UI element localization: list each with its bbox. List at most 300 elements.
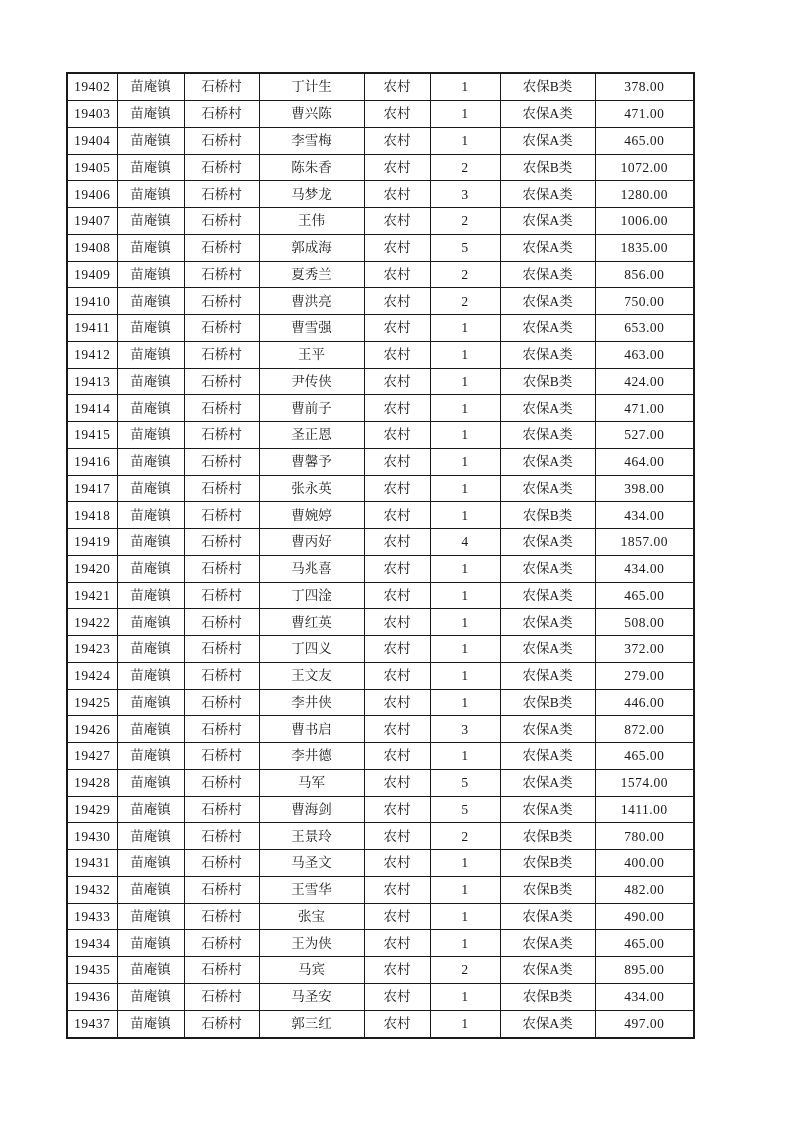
cell-record-id: 19421 — [67, 582, 117, 609]
cell-record-id: 19418 — [67, 502, 117, 529]
cell-record-id: 19414 — [67, 395, 117, 422]
cell-person-count: 2 — [430, 154, 500, 181]
cell-record-id: 19415 — [67, 422, 117, 449]
cell-amount: 1411.00 — [595, 796, 694, 823]
cell-village: 石桥村 — [184, 448, 259, 475]
cell-town: 苗庵镇 — [117, 261, 184, 288]
cell-amount: 1835.00 — [595, 234, 694, 261]
cell-insurance-category: 农保A类 — [500, 609, 595, 636]
cell-person-name: 曹婉婷 — [259, 502, 364, 529]
cell-area-type: 农村 — [364, 127, 430, 154]
cell-amount: 508.00 — [595, 609, 694, 636]
cell-town: 苗庵镇 — [117, 101, 184, 128]
cell-record-id: 19419 — [67, 529, 117, 556]
cell-amount: 446.00 — [595, 689, 694, 716]
table-row — [67, 234, 694, 261]
cell-record-id: 19434 — [67, 930, 117, 957]
cell-insurance-category: 农保B类 — [500, 876, 595, 903]
cell-amount: 527.00 — [595, 422, 694, 449]
cell-insurance-category: 农保A类 — [500, 341, 595, 368]
cell-person-count: 1 — [430, 127, 500, 154]
table-row — [67, 662, 694, 689]
table-row — [67, 208, 694, 235]
cell-amount: 471.00 — [595, 395, 694, 422]
cell-village: 石桥村 — [184, 957, 259, 984]
cell-amount: 434.00 — [595, 983, 694, 1010]
cell-area-type: 农村 — [364, 582, 430, 609]
cell-town: 苗庵镇 — [117, 903, 184, 930]
cell-village: 石桥村 — [184, 341, 259, 368]
cell-person-count: 1 — [430, 609, 500, 636]
table-row — [67, 636, 694, 663]
table-row — [67, 341, 694, 368]
cell-person-count: 1 — [430, 101, 500, 128]
cell-person-name: 丁四义 — [259, 636, 364, 663]
cell-insurance-category: 农保B类 — [500, 689, 595, 716]
cell-record-id: 19424 — [67, 662, 117, 689]
cell-area-type: 农村 — [364, 930, 430, 957]
cell-village: 石桥村 — [184, 475, 259, 502]
cell-area-type: 农村 — [364, 315, 430, 342]
cell-town: 苗庵镇 — [117, 1010, 184, 1038]
table-row — [67, 876, 694, 903]
cell-village: 石桥村 — [184, 716, 259, 743]
cell-area-type: 农村 — [364, 368, 430, 395]
cell-record-id: 19420 — [67, 555, 117, 582]
cell-village: 石桥村 — [184, 662, 259, 689]
cell-town: 苗庵镇 — [117, 957, 184, 984]
cell-village: 石桥村 — [184, 502, 259, 529]
cell-town: 苗庵镇 — [117, 502, 184, 529]
cell-insurance-category: 农保A类 — [500, 181, 595, 208]
cell-town: 苗庵镇 — [117, 341, 184, 368]
cell-person-count: 1 — [430, 983, 500, 1010]
table-row — [67, 609, 694, 636]
cell-person-name: 丁计生 — [259, 73, 364, 101]
cell-record-id: 19433 — [67, 903, 117, 930]
table-body — [67, 73, 694, 1038]
table-row — [67, 181, 694, 208]
cell-person-name: 李雪梅 — [259, 127, 364, 154]
cell-insurance-category: 农保A类 — [500, 716, 595, 743]
cell-town: 苗庵镇 — [117, 448, 184, 475]
cell-village: 石桥村 — [184, 127, 259, 154]
cell-town: 苗庵镇 — [117, 850, 184, 877]
cell-record-id: 19425 — [67, 689, 117, 716]
cell-person-name: 郭成海 — [259, 234, 364, 261]
cell-person-count: 3 — [430, 181, 500, 208]
table-row — [67, 73, 694, 101]
cell-person-count: 1 — [430, 903, 500, 930]
cell-record-id: 19427 — [67, 743, 117, 770]
cell-insurance-category: 农保A类 — [500, 127, 595, 154]
cell-person-name: 马梦龙 — [259, 181, 364, 208]
table-row — [67, 395, 694, 422]
cell-village: 石桥村 — [184, 636, 259, 663]
cell-insurance-category: 农保A类 — [500, 636, 595, 663]
cell-person-name: 马军 — [259, 769, 364, 796]
table-row — [67, 1010, 694, 1038]
cell-insurance-category: 农保A类 — [500, 208, 595, 235]
cell-person-name: 王伟 — [259, 208, 364, 235]
cell-record-id: 19423 — [67, 636, 117, 663]
cell-town: 苗庵镇 — [117, 368, 184, 395]
cell-area-type: 农村 — [364, 181, 430, 208]
cell-area-type: 农村 — [364, 743, 430, 770]
cell-amount: 856.00 — [595, 261, 694, 288]
cell-amount: 1574.00 — [595, 769, 694, 796]
cell-village: 石桥村 — [184, 234, 259, 261]
cell-person-count: 1 — [430, 582, 500, 609]
cell-town: 苗庵镇 — [117, 662, 184, 689]
cell-amount: 463.00 — [595, 341, 694, 368]
cell-person-name: 郭三红 — [259, 1010, 364, 1038]
cell-area-type: 农村 — [364, 502, 430, 529]
table-row — [67, 796, 694, 823]
cell-town: 苗庵镇 — [117, 395, 184, 422]
cell-insurance-category: 农保A类 — [500, 903, 595, 930]
cell-village: 石桥村 — [184, 983, 259, 1010]
cell-amount: 372.00 — [595, 636, 694, 663]
cell-insurance-category: 农保B类 — [500, 823, 595, 850]
cell-record-id: 19406 — [67, 181, 117, 208]
cell-town: 苗庵镇 — [117, 422, 184, 449]
table-row — [67, 288, 694, 315]
cell-area-type: 农村 — [364, 823, 430, 850]
cell-person-count: 4 — [430, 529, 500, 556]
cell-record-id: 19426 — [67, 716, 117, 743]
cell-person-count: 1 — [430, 395, 500, 422]
table-row — [67, 315, 694, 342]
cell-person-count: 1 — [430, 448, 500, 475]
table-row — [67, 903, 694, 930]
cell-person-count: 5 — [430, 796, 500, 823]
cell-person-name: 张永英 — [259, 475, 364, 502]
cell-area-type: 农村 — [364, 288, 430, 315]
cell-village: 石桥村 — [184, 422, 259, 449]
cell-area-type: 农村 — [364, 716, 430, 743]
cell-person-name: 夏秀兰 — [259, 261, 364, 288]
cell-person-name: 马圣文 — [259, 850, 364, 877]
cell-town: 苗庵镇 — [117, 73, 184, 101]
cell-insurance-category: 农保A类 — [500, 1010, 595, 1038]
cell-area-type: 农村 — [364, 448, 430, 475]
cell-area-type: 农村 — [364, 662, 430, 689]
cell-amount: 872.00 — [595, 716, 694, 743]
cell-person-name: 马宾 — [259, 957, 364, 984]
cell-amount: 465.00 — [595, 743, 694, 770]
cell-town: 苗庵镇 — [117, 743, 184, 770]
cell-record-id: 19428 — [67, 769, 117, 796]
cell-insurance-category: 农保A类 — [500, 796, 595, 823]
cell-amount: 398.00 — [595, 475, 694, 502]
table-row — [67, 689, 694, 716]
cell-person-count: 1 — [430, 422, 500, 449]
cell-area-type: 农村 — [364, 636, 430, 663]
cell-amount: 471.00 — [595, 101, 694, 128]
table-row — [67, 983, 694, 1010]
cell-amount: 465.00 — [595, 930, 694, 957]
cell-town: 苗庵镇 — [117, 154, 184, 181]
cell-insurance-category: 农保A类 — [500, 957, 595, 984]
cell-town: 苗庵镇 — [117, 208, 184, 235]
cell-town: 苗庵镇 — [117, 475, 184, 502]
cell-area-type: 农村 — [364, 796, 430, 823]
cell-insurance-category: 农保A类 — [500, 395, 595, 422]
cell-amount: 465.00 — [595, 582, 694, 609]
cell-insurance-category: 农保A类 — [500, 261, 595, 288]
cell-amount: 653.00 — [595, 315, 694, 342]
cell-village: 石桥村 — [184, 73, 259, 101]
cell-record-id: 19411 — [67, 315, 117, 342]
cell-area-type: 农村 — [364, 208, 430, 235]
cell-amount: 1006.00 — [595, 208, 694, 235]
cell-area-type: 农村 — [364, 850, 430, 877]
cell-person-name: 曹雪强 — [259, 315, 364, 342]
cell-area-type: 农村 — [364, 957, 430, 984]
cell-record-id: 19405 — [67, 154, 117, 181]
cell-amount: 464.00 — [595, 448, 694, 475]
table-row — [67, 475, 694, 502]
cell-village: 石桥村 — [184, 689, 259, 716]
table-row — [67, 743, 694, 770]
cell-insurance-category: 农保B类 — [500, 850, 595, 877]
cell-person-count: 2 — [430, 957, 500, 984]
table-row — [67, 127, 694, 154]
benefits-table — [66, 72, 695, 1039]
table-row — [67, 154, 694, 181]
cell-person-name: 丁四淦 — [259, 582, 364, 609]
cell-person-count: 1 — [430, 662, 500, 689]
cell-record-id: 19403 — [67, 101, 117, 128]
cell-area-type: 农村 — [364, 154, 430, 181]
cell-village: 石桥村 — [184, 769, 259, 796]
cell-insurance-category: 农保A类 — [500, 555, 595, 582]
cell-area-type: 农村 — [364, 395, 430, 422]
cell-insurance-category: 农保B类 — [500, 983, 595, 1010]
cell-town: 苗庵镇 — [117, 529, 184, 556]
cell-record-id: 19435 — [67, 957, 117, 984]
cell-village: 石桥村 — [184, 529, 259, 556]
cell-town: 苗庵镇 — [117, 930, 184, 957]
cell-village: 石桥村 — [184, 181, 259, 208]
cell-amount: 482.00 — [595, 876, 694, 903]
cell-amount: 497.00 — [595, 1010, 694, 1038]
cell-record-id: 19412 — [67, 341, 117, 368]
cell-person-name: 马兆喜 — [259, 555, 364, 582]
cell-person-name: 圣正恩 — [259, 422, 364, 449]
cell-area-type: 农村 — [364, 903, 430, 930]
cell-record-id: 19430 — [67, 823, 117, 850]
cell-village: 石桥村 — [184, 395, 259, 422]
cell-town: 苗庵镇 — [117, 716, 184, 743]
cell-insurance-category: 农保A类 — [500, 662, 595, 689]
cell-person-name: 王景玲 — [259, 823, 364, 850]
cell-person-name: 曹海剑 — [259, 796, 364, 823]
cell-person-count: 1 — [430, 930, 500, 957]
cell-insurance-category: 农保B类 — [500, 368, 595, 395]
cell-amount: 400.00 — [595, 850, 694, 877]
cell-village: 石桥村 — [184, 796, 259, 823]
cell-person-name: 曹兴陈 — [259, 101, 364, 128]
cell-person-name: 王雪华 — [259, 876, 364, 903]
table-row — [67, 448, 694, 475]
cell-amount: 780.00 — [595, 823, 694, 850]
cell-area-type: 农村 — [364, 261, 430, 288]
cell-area-type: 农村 — [364, 101, 430, 128]
cell-village: 石桥村 — [184, 208, 259, 235]
cell-area-type: 农村 — [364, 769, 430, 796]
cell-person-count: 1 — [430, 743, 500, 770]
cell-village: 石桥村 — [184, 903, 259, 930]
cell-amount: 895.00 — [595, 957, 694, 984]
cell-person-count: 1 — [430, 689, 500, 716]
cell-person-name: 曹前子 — [259, 395, 364, 422]
cell-area-type: 农村 — [364, 234, 430, 261]
cell-insurance-category: 农保B类 — [500, 154, 595, 181]
cell-amount: 279.00 — [595, 662, 694, 689]
cell-record-id: 19429 — [67, 796, 117, 823]
cell-amount: 465.00 — [595, 127, 694, 154]
cell-amount: 434.00 — [595, 555, 694, 582]
cell-village: 石桥村 — [184, 1010, 259, 1038]
cell-record-id: 19437 — [67, 1010, 117, 1038]
cell-person-count: 1 — [430, 341, 500, 368]
cell-insurance-category: 农保A类 — [500, 288, 595, 315]
cell-area-type: 农村 — [364, 555, 430, 582]
cell-area-type: 农村 — [364, 1010, 430, 1038]
cell-area-type: 农村 — [364, 876, 430, 903]
table-row — [67, 555, 694, 582]
cell-person-name: 曹丙好 — [259, 529, 364, 556]
cell-insurance-category: 农保A类 — [500, 101, 595, 128]
cell-village: 石桥村 — [184, 555, 259, 582]
cell-area-type: 农村 — [364, 983, 430, 1010]
cell-village: 石桥村 — [184, 261, 259, 288]
table-row — [67, 529, 694, 556]
cell-town: 苗庵镇 — [117, 689, 184, 716]
cell-village: 石桥村 — [184, 368, 259, 395]
cell-person-name: 王为侠 — [259, 930, 364, 957]
cell-town: 苗庵镇 — [117, 234, 184, 261]
cell-person-count: 1 — [430, 850, 500, 877]
cell-amount: 750.00 — [595, 288, 694, 315]
cell-town: 苗庵镇 — [117, 609, 184, 636]
cell-insurance-category: 农保A类 — [500, 315, 595, 342]
cell-record-id: 19431 — [67, 850, 117, 877]
cell-person-count: 5 — [430, 234, 500, 261]
cell-record-id: 19417 — [67, 475, 117, 502]
cell-record-id: 19413 — [67, 368, 117, 395]
table-row — [67, 716, 694, 743]
cell-insurance-category: 农保A类 — [500, 475, 595, 502]
cell-person-count: 1 — [430, 315, 500, 342]
cell-person-name: 曹馨予 — [259, 448, 364, 475]
cell-area-type: 农村 — [364, 422, 430, 449]
cell-record-id: 19408 — [67, 234, 117, 261]
cell-town: 苗庵镇 — [117, 823, 184, 850]
cell-town: 苗庵镇 — [117, 769, 184, 796]
cell-insurance-category: 农保A类 — [500, 448, 595, 475]
cell-person-name: 曹书启 — [259, 716, 364, 743]
table-row — [67, 261, 694, 288]
cell-area-type: 农村 — [364, 529, 430, 556]
cell-amount: 1072.00 — [595, 154, 694, 181]
cell-town: 苗庵镇 — [117, 876, 184, 903]
cell-amount: 424.00 — [595, 368, 694, 395]
table-row — [67, 502, 694, 529]
cell-town: 苗庵镇 — [117, 127, 184, 154]
cell-area-type: 农村 — [364, 475, 430, 502]
cell-record-id: 19402 — [67, 73, 117, 101]
cell-amount: 1857.00 — [595, 529, 694, 556]
cell-village: 石桥村 — [184, 315, 259, 342]
cell-person-name: 尹传侠 — [259, 368, 364, 395]
cell-insurance-category: 农保A类 — [500, 582, 595, 609]
cell-area-type: 农村 — [364, 609, 430, 636]
cell-amount: 434.00 — [595, 502, 694, 529]
table-row — [67, 850, 694, 877]
cell-village: 石桥村 — [184, 743, 259, 770]
table-row — [67, 101, 694, 128]
cell-record-id: 19432 — [67, 876, 117, 903]
cell-record-id: 19436 — [67, 983, 117, 1010]
cell-insurance-category: 农保A类 — [500, 234, 595, 261]
cell-person-count: 2 — [430, 288, 500, 315]
cell-person-count: 2 — [430, 823, 500, 850]
cell-insurance-category: 农保A类 — [500, 422, 595, 449]
cell-village: 石桥村 — [184, 288, 259, 315]
cell-insurance-category: 农保A类 — [500, 930, 595, 957]
cell-record-id: 19410 — [67, 288, 117, 315]
cell-person-count: 1 — [430, 73, 500, 101]
table-row — [67, 582, 694, 609]
table-row — [67, 823, 694, 850]
cell-town: 苗庵镇 — [117, 315, 184, 342]
cell-town: 苗庵镇 — [117, 983, 184, 1010]
cell-insurance-category: 农保A类 — [500, 743, 595, 770]
cell-town: 苗庵镇 — [117, 582, 184, 609]
cell-amount: 1280.00 — [595, 181, 694, 208]
cell-village: 石桥村 — [184, 101, 259, 128]
cell-person-name: 张宝 — [259, 903, 364, 930]
cell-record-id: 19422 — [67, 609, 117, 636]
cell-area-type: 农村 — [364, 689, 430, 716]
cell-village: 石桥村 — [184, 609, 259, 636]
cell-area-type: 农村 — [364, 341, 430, 368]
table-row — [67, 422, 694, 449]
cell-person-count: 1 — [430, 1010, 500, 1038]
cell-person-name: 李井德 — [259, 743, 364, 770]
cell-area-type: 农村 — [364, 73, 430, 101]
cell-record-id: 19404 — [67, 127, 117, 154]
cell-person-count: 2 — [430, 261, 500, 288]
cell-village: 石桥村 — [184, 154, 259, 181]
cell-insurance-category: 农保B类 — [500, 73, 595, 101]
cell-person-count: 1 — [430, 368, 500, 395]
cell-village: 石桥村 — [184, 850, 259, 877]
cell-insurance-category: 农保A类 — [500, 529, 595, 556]
table-row — [67, 957, 694, 984]
cell-person-count: 1 — [430, 876, 500, 903]
cell-record-id: 19407 — [67, 208, 117, 235]
cell-village: 石桥村 — [184, 930, 259, 957]
cell-amount: 490.00 — [595, 903, 694, 930]
cell-village: 石桥村 — [184, 876, 259, 903]
table-row — [67, 769, 694, 796]
cell-person-name: 王文友 — [259, 662, 364, 689]
cell-insurance-category: 农保B类 — [500, 502, 595, 529]
